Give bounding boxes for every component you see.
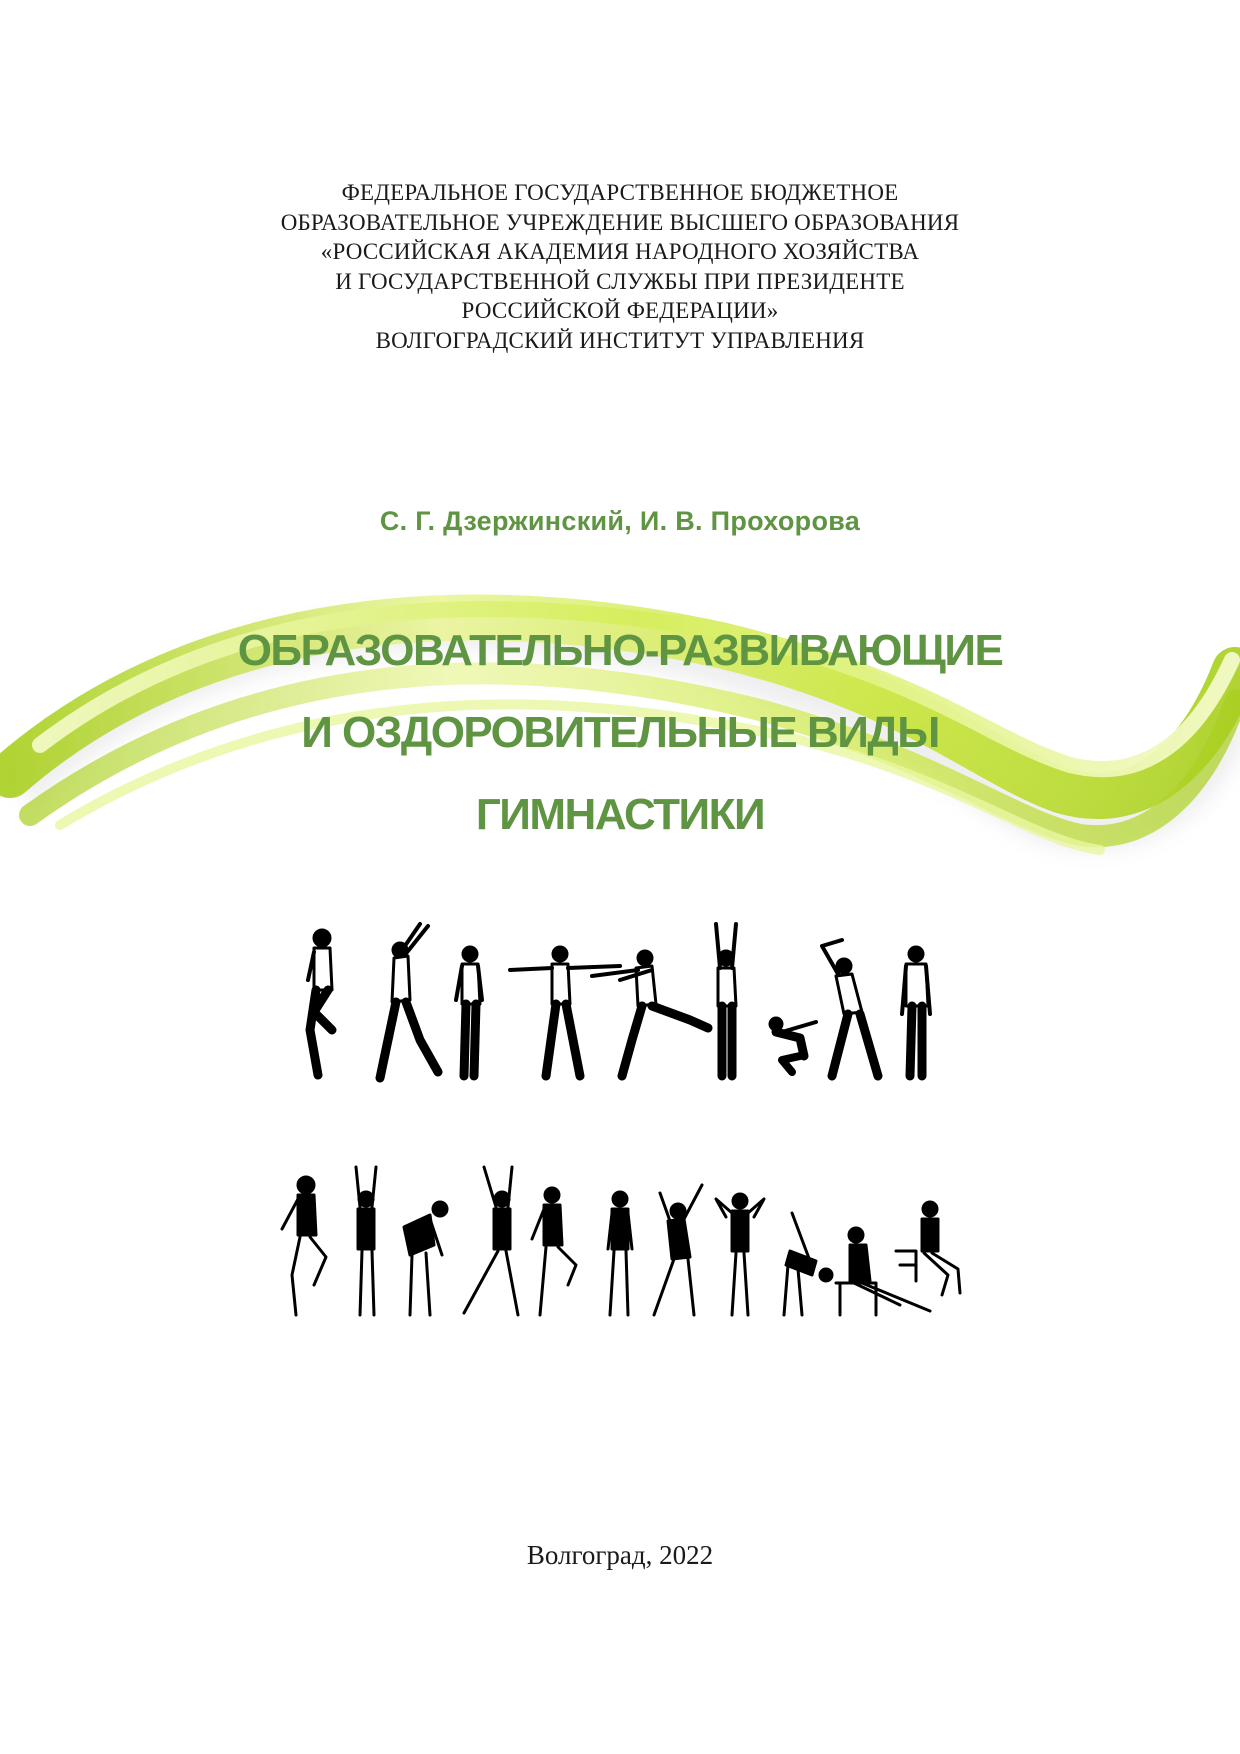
title-line: ГИМНАСТИКИ [475, 790, 765, 839]
city-year: Волгоград, 2022 [526, 1540, 714, 1570]
gymnast-figure-icon [769, 1017, 816, 1072]
gymnast-figure-icon [308, 929, 332, 1075]
gymnast-figure-icon [716, 1193, 764, 1315]
institution-line: «РОССИЙСКАЯ АКАДЕМИЯ НАРОДНОГО ХОЗЯЙСТВА [320, 239, 920, 265]
gymnast-figure-icon [654, 1185, 702, 1315]
gymnast-figure-icon [510, 946, 620, 1076]
institution-header [0, 178, 1240, 356]
gymnast-figure-icon [822, 940, 878, 1076]
authors: С. Г. Дзержинский, И. В. Прохорова [379, 506, 861, 536]
gymnast-figure-icon [784, 1213, 833, 1315]
male-gymnast-exercise-figures [270, 920, 970, 1090]
gymnast-figure-icon [608, 1191, 632, 1315]
gymnast-figure-icon [356, 1167, 376, 1315]
institution-line: ОБРАЗОВАТЕЛЬНОЕ УЧРЕЖДЕНИЕ ВЫСШЕГО ОБРАЗОВАНИЯ [280, 209, 960, 235]
gymnast-figure-icon [404, 1201, 448, 1315]
gymnast-figure-icon [282, 1176, 326, 1315]
title-line: ОБРАЗОВАТЕЛЬНО-РАЗВИВАЮЩИЕ [237, 626, 1003, 675]
female-gymnast-exercise-figures [270, 1165, 970, 1325]
title-line: И ОЗДОРОВИТЕЛЬНЫЕ ВИДЫ [301, 708, 939, 757]
institution-line: И ГОСУДАРСТВЕННОЙ СЛУЖБЫ ПРИ ПРЕЗИДЕНТЕ [335, 268, 905, 294]
gymnast-figure-icon [896, 1201, 960, 1295]
gymnast-figure-icon [464, 1167, 518, 1315]
gymnast-figure-icon [456, 946, 482, 1076]
gymnast-figure-icon [902, 946, 930, 1076]
institution-line: ФЕДЕРАЛЬНОЕ ГОСУДАРСТВЕННОЕ БЮДЖЕТНОЕ [341, 180, 899, 205]
gymnast-figure-icon [716, 924, 736, 1076]
gymnast-figure-icon [380, 924, 438, 1078]
institution-line: ВОЛГОГРАДСКИЙ ИНСТИТУТ УПРАВЛЕНИЯ [375, 327, 865, 353]
gymnast-figure-icon [532, 1187, 576, 1315]
gymnast-figure-icon [592, 950, 708, 1076]
institution-line: РОССИЙСКОЙ ФЕДЕРАЦИИ» [461, 298, 779, 324]
book-title [0, 610, 1240, 856]
